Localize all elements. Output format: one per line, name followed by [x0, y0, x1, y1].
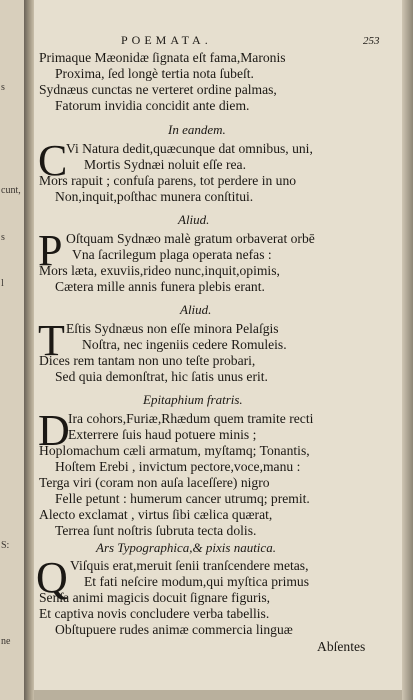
poem-title: Ars Typographica,& pixis nautica. [96, 540, 276, 555]
verse-line: Mors rapuit ; confuſa parens, tot perdere in uno [39, 173, 297, 188]
verse-line: Sed quia demonſtrat, hic ſatis unus erit. [55, 369, 268, 384]
verse-line: Vna ſacrilegum plaga operata nefas : [72, 247, 272, 262]
drop-cap: C [38, 136, 68, 185]
verse-line: Et captiva novis concludere verba tabellis. [39, 606, 270, 621]
poem-title: Aliud. [180, 302, 212, 317]
facing-page-fragment: l [1, 278, 4, 289]
verse-line: Terrea ſunt noſtris ſubruta tecta dolis. [55, 523, 257, 538]
page-number: 253 [363, 35, 380, 47]
verse-line: Ira cohors,Furiæ,Rhædum quem tramite recti [68, 411, 314, 426]
page-edge [402, 0, 413, 700]
drop-cap: D [38, 406, 70, 455]
verse-line: Terga viri (coram non auſa laceſſere) nigro [39, 475, 270, 490]
verse-line: Senſa animi magicis docuit ſignare figuris, [39, 590, 271, 605]
verse-line: Mortis Sydnæi noluit eſſe rea. [84, 157, 246, 172]
verse-line: Exterrere ſuis haud potuere minis ; [68, 427, 257, 442]
verse-line: Hoſtem Erebi , invictum pectore,voce,manu : [55, 459, 301, 474]
verse-line: Felle petunt : humerum cancer utrumq; premit. [55, 491, 310, 506]
verse-line: Dices rem tantam non uno teſte probari, [39, 353, 256, 368]
verse-line: Hoplomachum cæli armatum, myſtamq; Tonantis, [39, 443, 310, 458]
verse-line: Alecto exclamat , virtus ſibi cælica quærat, [39, 507, 273, 522]
facing-page-fragment: s [1, 82, 5, 93]
facing-page-fragment: ne [1, 636, 11, 647]
verse-line: Non,inquit,poſthac munera conſtitui. [55, 189, 254, 204]
poem-title: Epitaphium fratris. [143, 392, 243, 407]
verse-line: Obſtupuere rudes animæ commercia linguæ [55, 622, 293, 637]
verse-line: Noſtra, nec ingeniis cedere Romuleis. [82, 337, 287, 352]
drop-cap: Q [36, 553, 68, 602]
verse-line: Et fati neſcire modum,qui myſtica primus [84, 574, 310, 589]
verse-line: Cætera mille annis funera plebis erant. [55, 279, 265, 294]
verse-line: Vi Natura dedit,quæcunque dat omnibus, uni, [66, 141, 313, 156]
book-gutter [24, 0, 34, 700]
page-bottom-edge [34, 690, 402, 700]
verse-line: Oſtquam Sydnæo malè gratum orbaverat orbē [66, 231, 315, 246]
verse-line: Mors læta, exuviis,rideo nunc,inquit,opimis, [39, 263, 280, 278]
verse-line: Fatorum invidia concidit ante diem. [55, 98, 250, 113]
catchword: Abſentes [317, 639, 366, 654]
poem-title: Aliud. [178, 212, 210, 227]
facing-page-fragment: s [1, 232, 5, 243]
drop-cap: T [38, 316, 65, 365]
facing-page-fragment: S: [1, 540, 10, 551]
poem-title: In eandem. [168, 122, 226, 137]
facing-page-fragment: cunt, [1, 185, 21, 196]
verse-line: Viſquis erat,meruit ſenii tranſcendere metas, [70, 558, 309, 573]
verse-line: Primaque Mæonidæ ſignata eſt fama,Maronis [39, 50, 286, 65]
verse-line: Eſtis Sydnæus non eſſe minora Pelaſgis [66, 321, 279, 336]
drop-cap: P [38, 226, 63, 275]
verse-line: Sydnæus cunctas ne verteret ordine palmas, [39, 82, 277, 97]
verse-line: Proxima, ſed longè tertia nota ſubeſt. [55, 66, 254, 81]
running-title: POEMATA. [121, 33, 212, 47]
facing-page-strip [0, 0, 24, 700]
